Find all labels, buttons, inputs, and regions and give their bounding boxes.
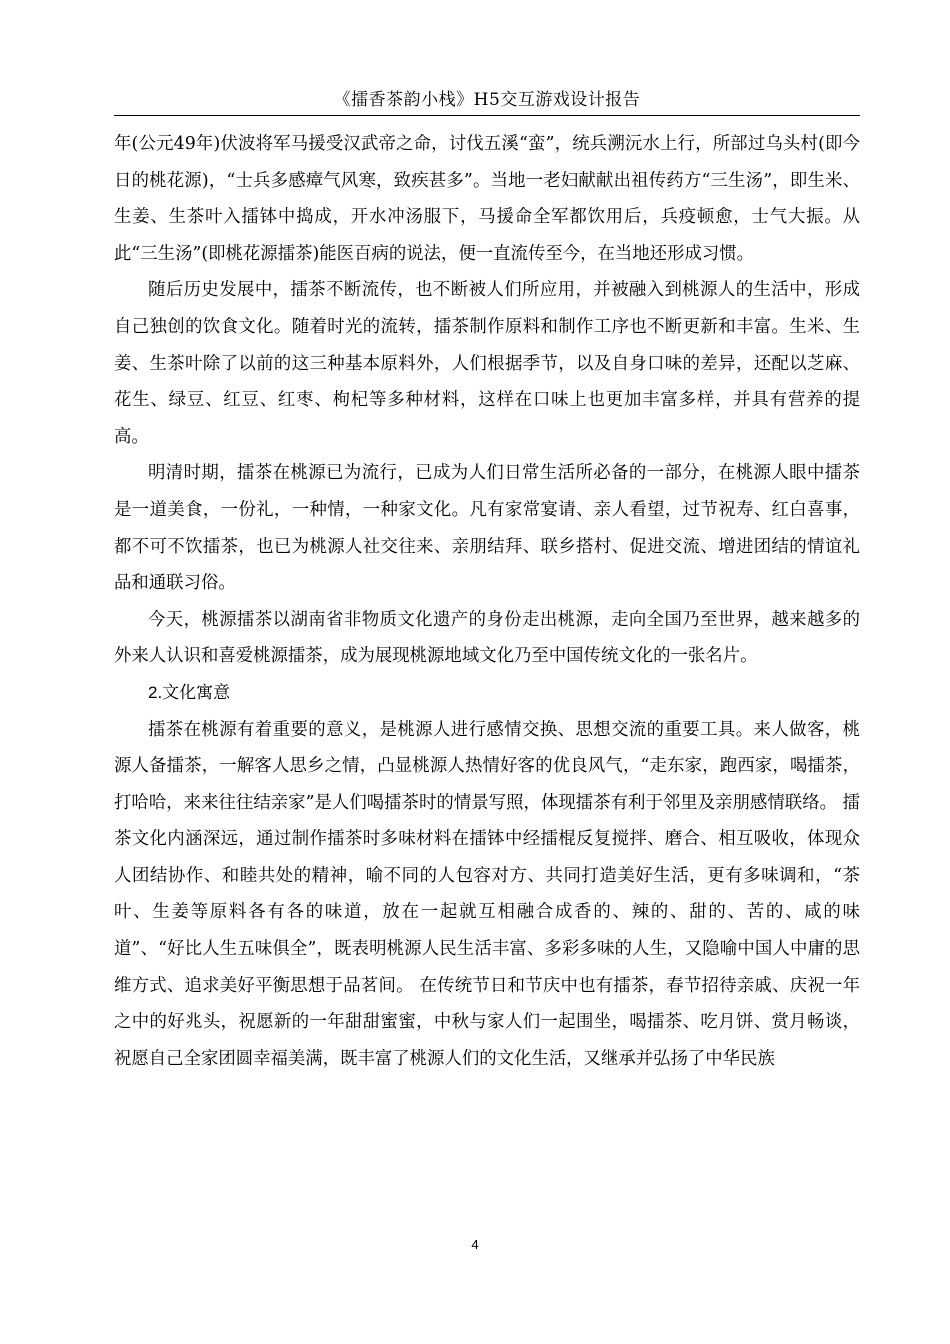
section-heading-cultural-meaning: 2.文化寓意 — [148, 682, 231, 702]
running-header: 《擂香茶韵小栈》H5交互游戏设计报告 — [333, 90, 641, 110]
paragraph-today: 今天，桃源擂茶以湖南省非物质文化遗产的身份走出桃源，走向全国乃至世界，越来越多的外来人认识和喜爱桃源擂茶，成为展现桃源地域文化乃至中国传统文化的一张名片。 — [114, 609, 860, 667]
page-number: 4 — [471, 1237, 479, 1252]
paragraph-development: 随后历史发展中，擂茶不断流传，也不断被人们所应用，并被融入到桃源人的生活中，形成自己独创的饮食文化。随着时光的流转，擂茶制作原料和制作工序也不断更新和丰富。生米、生姜、生茶叶除了以前的这三种基本原料外，人们根据季节，以及自身口味的差异，还配以芝麻、花生、绿豆、红豆、红枣、枸杞等多种材料，这样在口味上也更加丰富多样，并具有营养的提高。 — [114, 280, 860, 447]
paragraph-history-continued: 年(公元49年)伏波将军马援受汉武帝之命，讨伐五溪“蛮”，统兵溯沅水上行，所部过乌头村(即今日的桃花源)，“士兵多感瘴气风寒，致疾甚多”。当地一老妇献献出祖传药方“三生汤”，即生米、生姜、生茶叶入擂钵中捣成，开水冲汤服下，马援命全军都饮用后，兵疫顿愈，士气大振。从此“三生汤”(即桃花源擂茶)能医百病的说法，便一直流传至今，在当地还形成习惯。 — [114, 134, 860, 264]
paragraph-cultural-meaning: 擂茶在桃源有着重要的意义，是桃源人进行感情交换、思想交流的重要工具。来人做客，桃源人备擂茶，一解客人思乡之情，凸显桃源人热情好客的优良风气，“走东家，跑西家，喝擂茶，打哈哈，来来往往结亲家”是人们喝擂茶时的情景写照，体现擂茶有利于邻里及亲朋感情联络。 擂茶文化内涵深远，通过制作擂茶时多味材料在擂钵中经擂棍反复搅拌、磨合、相互吸收，体现众人团结协作、和睦共处的精神，喻不同的人包容对方、共同打造美好生活，更有多味调和，“茶叶、生姜等原料各有各的味道，放在一起就互相融合成香的、辣的、甜的、苦的、咸的味道”、“好比人生五味俱全”，既表明桃源人民生活丰富、多彩多味的人生，又隐喻中国人中庸的思维方式、追求美好平衡思想于品茗间。 在传统节日和节庆中也有擂茶，春节招待亲戚、庆祝一年之中的好兆头，祝愿新的一年甜甜蜜蜜，中秋与家人们一起围坐，喝擂茶、吃月饼、赏月畅谈，祝愿自己全家团圆幸福美满，既丰富了桃源人们的文化生活，又继承并弘扬了中华民族 — [114, 719, 860, 1069]
header-divider — [114, 115, 860, 116]
body-text — [114, 126, 860, 1077]
paragraph-ming-qing: 明清时期，擂茶在桃源已为流行，已成为人们日常生活所必备的一部分，在桃源人眼中擂茶是一道美食，一份礼，一种情，一种家文化。凡有家常宴请、亲人看望，过节祝寿、红白喜事，都不可不饮擂茶，也已为桃源人社交往来、亲朋结拜、联乡搭村、促进交流、增进团结的情谊礼品和通联习俗。 — [114, 463, 860, 594]
